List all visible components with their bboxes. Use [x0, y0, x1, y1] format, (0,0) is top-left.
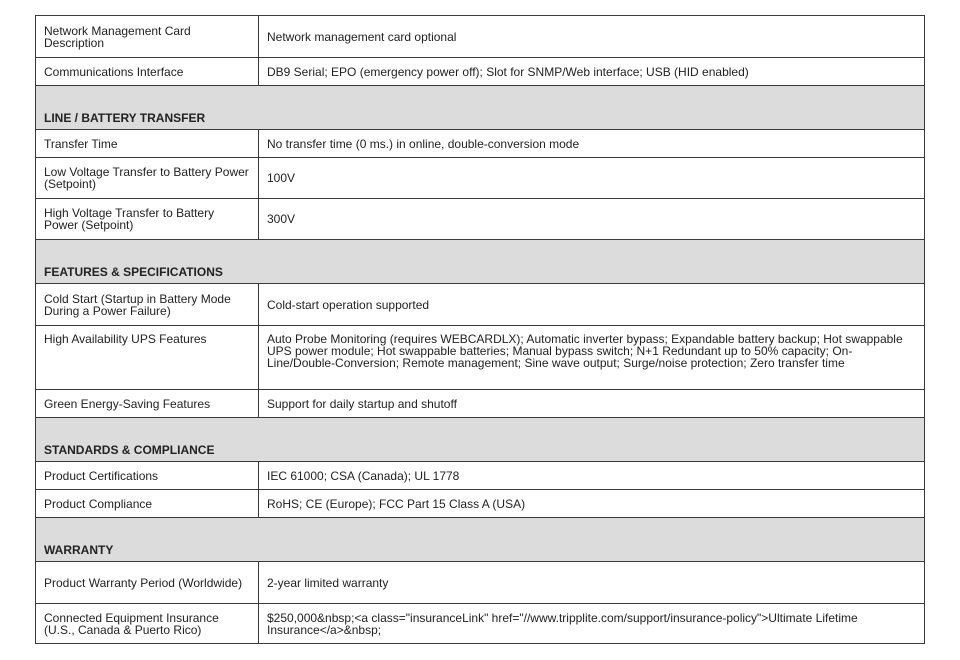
spec-value: Network management card optional: [259, 16, 925, 58]
spec-label: Transfer Time: [36, 130, 259, 158]
spec-value: Auto Probe Monitoring (requires WEBCARDLX); Automatic inverter bypass; Expandable battery backup; Hot swappable UPS power module; Hot swappable batteries; Manual bypass switch; N+1 Redundant up to 50% capacity; On-Line/Double-Conversion; Remote management; Sine wave output; Surge/noise protection; Zero transfer time: [259, 326, 925, 390]
spec-value: 100V: [259, 158, 925, 199]
spec-label: Connected Equipment Insurance (U.S., Canada & Puerto Rico): [36, 604, 259, 644]
spec-row: [36, 490, 925, 518]
spec-label: Product Certifications: [36, 462, 259, 490]
spec-row: [36, 158, 925, 199]
spec-label: Product Warranty Period (Worldwide): [36, 562, 259, 604]
section-header-row: [36, 86, 925, 130]
section-title: STANDARDS & COMPLIANCE: [36, 418, 925, 462]
spec-label: Network Management Card Description: [36, 16, 259, 58]
spec-value: 2-year limited warranty: [259, 562, 925, 604]
spec-row: [36, 326, 925, 390]
spec-value: RoHS; CE (Europe); FCC Part 15 Class A (USA): [259, 490, 925, 518]
spec-label: High Voltage Transfer to Battery Power (Setpoint): [36, 199, 259, 240]
spec-label: Green Energy-Saving Features: [36, 390, 259, 418]
spec-row: [36, 390, 925, 418]
spec-value: $250,000&nbsp;<a class="insuranceLink" href="//www.tripplite.com/support/insurance-policy">Ultimate Lifetime Insurance</a>&nbsp;: [259, 604, 925, 644]
spec-value: DB9 Serial; EPO (emergency power off); Slot for SNMP/Web interface; USB (HID enabled): [259, 58, 925, 86]
spec-label: High Availability UPS Features: [36, 326, 259, 390]
section-header-row: [36, 240, 925, 284]
section-title: LINE / BATTERY TRANSFER: [36, 86, 925, 130]
section-header-row: [36, 518, 925, 562]
spec-value: Cold-start operation supported: [259, 284, 925, 326]
spec-row: [36, 58, 925, 86]
spec-label: Cold Start (Startup in Battery Mode During a Power Failure): [36, 284, 259, 326]
section-title: FEATURES & SPECIFICATIONS: [36, 240, 925, 284]
spec-row: [36, 284, 925, 326]
spec-row: [36, 199, 925, 240]
spec-row: [36, 462, 925, 490]
spec-label: Communications Interface: [36, 58, 259, 86]
spec-row: [36, 130, 925, 158]
spec-label: Low Voltage Transfer to Battery Power (Setpoint): [36, 158, 259, 199]
spec-value: No transfer time (0 ms.) in online, double-conversion mode: [259, 130, 925, 158]
spec-row: [36, 16, 925, 58]
spec-row: [36, 604, 925, 644]
section-header-row: [36, 418, 925, 462]
spec-value: Support for daily startup and shutoff: [259, 390, 925, 418]
section-title: WARRANTY: [36, 518, 925, 562]
spec-row: [36, 562, 925, 604]
spec-label: Product Compliance: [36, 490, 259, 518]
spec-table: [35, 15, 925, 644]
spec-value: 300V: [259, 199, 925, 240]
spec-table-body: [36, 16, 925, 644]
spec-value: IEC 61000; CSA (Canada); UL 1778: [259, 462, 925, 490]
